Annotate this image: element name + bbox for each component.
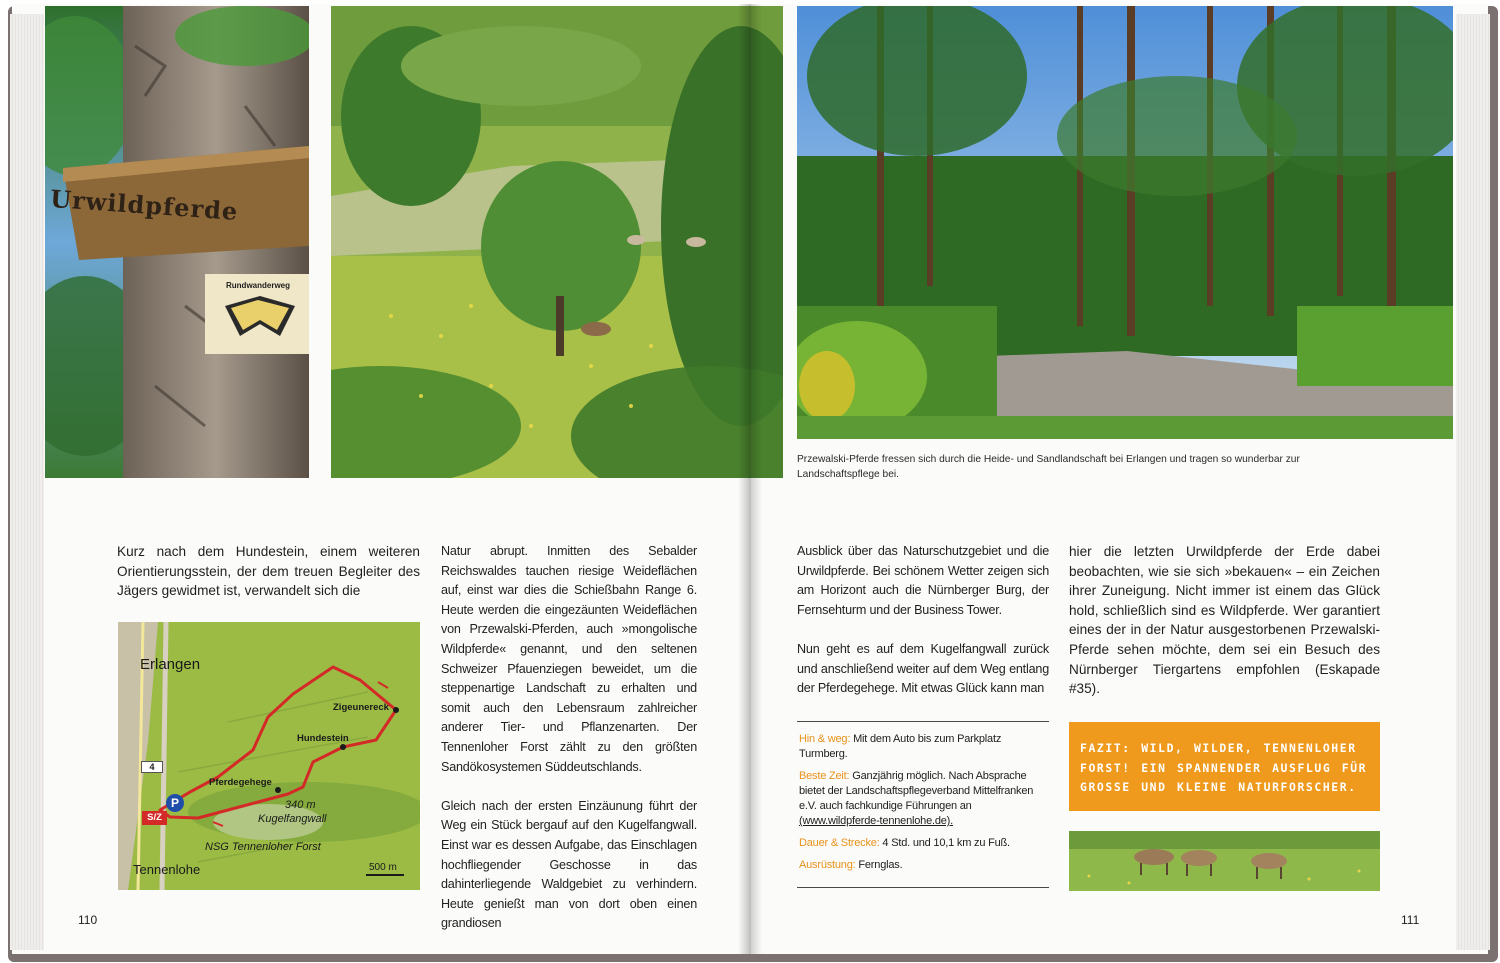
page-number-right: 111 (1401, 913, 1420, 927)
info-dauer-strecke (799, 836, 1049, 851)
info-key: Ausrüstung: (799, 859, 856, 871)
photo-tree-sign (45, 6, 309, 478)
map-label-hundestein: Hundestein (297, 733, 349, 744)
text-column-2 (441, 542, 697, 953)
map-label-elevation: 340 m (285, 799, 316, 811)
info-key: Beste Zeit: (799, 770, 850, 782)
paragraph: Ausblick über das Naturschutzgebiet und die Urwildpferde. Bei schönem Wetter zeigen sich am Horizont auch die Nürnberger Burg, der Fernsehturm und der Business Tower. (797, 544, 1049, 617)
map-label-kugelfangwall: Kugelfangwall (258, 813, 327, 825)
info-value: Fernglas. (858, 859, 903, 871)
right-page-edges (1456, 14, 1490, 950)
info-beste-zeit (799, 769, 1049, 829)
paragraph: Nun geht es auf dem Kugelfangwall zurück und anschließend weiter auf dem Weg entlang der Pferdegehege. Mit etwas Glück kann man (797, 641, 1049, 696)
info-key: Hin & weg: (799, 733, 851, 745)
info-value: Mit dem Auto bis zum Parkplatz Turmberg. (799, 733, 1002, 760)
photo-meadow-horses (331, 6, 783, 478)
info-box (797, 721, 1049, 888)
text-column-4 (1069, 542, 1380, 718)
paragraph: Kurz nach dem Hundestein, einem weiteren Orientierungsstein, der dem treuen Begleiter des Jägers gewidmet ist, verwandelt sich die (117, 544, 420, 599)
paragraph: Gleich nach der ersten Einzäunung führt der Weg ein Stück bergauf auf den Kugelfangwall. Einst war es dessen Aufgabe, das Einschlagen hochfliegender Geschosse in das dahinterliegende Waldgebiet zu verhindern. Heute genießt man von dort oben einen grandiosen (441, 798, 697, 931)
website-link[interactable]: (www.wildpferde-tennenlohe.de). (799, 815, 953, 827)
map-start-badge: S/Z (142, 811, 167, 825)
paragraph: hier die letzten Urwildpferde der Erde dabei beobachten, wie sie sich »bekauen« – ein Zeichen ihrer Zuneigung. Nicht immer ist einem das Glück hold, schließlich sind es Wildpferde. Wer garantiert eines der in der Natur ausgestorbenen Przewalski-Pferde sehen möchte, dem sei ein Besuch des Nürnberger Tiergartens empfohlen (Eskapade #35). (1069, 544, 1380, 697)
fazit-box: FAZIT: WILD, WILDER, TENNENLOHER FORST! EIN SPANNENDER AUSFLUG FÜR GROSSE UND KLEINE NATURFORSCHER. (1069, 722, 1380, 811)
map-road-badge: 4 (141, 761, 163, 773)
map-label-erlangen: Erlangen (140, 656, 201, 673)
map-label-pferdegehege: Pferdegehege (209, 777, 272, 788)
book-gutter (738, 4, 762, 954)
map-label-zigeunereck: Zigeunereck (333, 702, 389, 713)
left-page-edges (10, 14, 44, 950)
info-ausruestung (799, 858, 1049, 873)
map-label-tennenlohe: Tennenlohe (133, 862, 201, 877)
map-label-scale: 500 m (369, 862, 397, 873)
sign-rundwanderweg: Rundwanderweg (226, 281, 291, 290)
info-hin-weg (799, 732, 1049, 762)
photo-horses-small (1069, 831, 1380, 891)
photo-forest-path (797, 6, 1453, 439)
info-value: 4 Std. und 10,1 km zu Fuß. (882, 837, 1010, 849)
page-number-left: 110 (78, 913, 98, 927)
paragraph: Natur abrupt. Inmitten des Sebalder Reichswaldes tauchen riesige Weideflächen auf, einst war dies die Schießbahn Range 6. Heute werden die eingezäunten Weideflächen von Przewalski-Pferden, auch »mongolische Wildpferde« genannt, und den seltenen Schweizer Pfauenziegen beweidet, um die steppenartige Landschaft zu erhalten und somit auch den Lebensraum zahlreicher anderer Tier- und Pflanzenarten. Der Tennenloher Forst zählt zu den größten Sandökosystemen Süddeutschlands. (441, 544, 697, 774)
parking-icon: P (166, 794, 184, 812)
text-column-3 (797, 542, 1049, 718)
map-label-nsg: NSG Tennenloher Forst (205, 841, 321, 853)
info-value: Ganzjährig möglich. Nach Absprache bietet der Landschaftspflegeverband Mittelfranken e.V. auch fachkundige Führungen an (799, 770, 1034, 812)
photo-caption: Przewalski-Pferde fressen sich durch die Heide- und Sandlandschaft bei Erlangen und tragen so wunderbar zur Landschaftspflege bei. (797, 454, 1300, 480)
text-column-1 (117, 542, 420, 620)
map-scale-bar (366, 874, 404, 876)
info-key: Dauer & Strecke: (799, 837, 880, 849)
sign-urwildpferde: Urwildpferde (49, 183, 240, 226)
